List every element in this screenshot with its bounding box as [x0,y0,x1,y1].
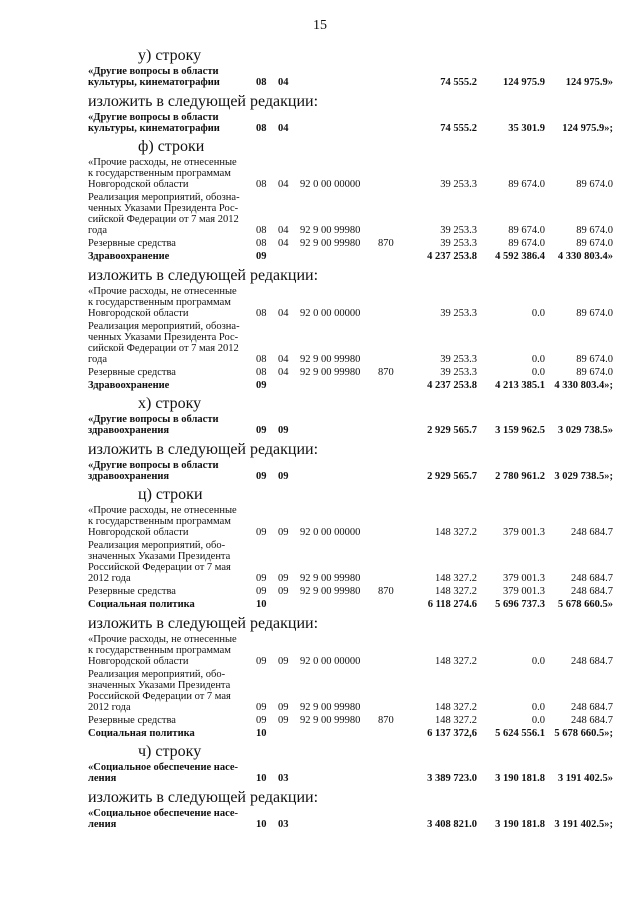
amount-year-3: 3 029 738.5»; [554,471,613,482]
amendment-block [88,46,613,89]
target-article-code: 92 9 00 99980 [300,715,361,726]
section-code: 09 [256,702,267,713]
amount-year-3: 89 674.0 [576,179,613,190]
amount-year-2: 0.0 [531,367,545,378]
amendment-instruction: изложить в следующей редакции: [88,615,319,632]
row-name: Реализация мероприятий, обо- значенных Указами Президента Российской Федерации от 7 мая 2012 года [88,669,231,713]
amount-year-3: 89 674.0 [576,367,613,378]
subsection-code: 09 [278,471,289,482]
amount-year-3: 89 674.0 [576,308,613,319]
row-name: Реализация мероприятий, обо- значенных Указами Президента Российской Федерации от 7 мая 2012 года [88,540,231,584]
amount-year-3: 5 678 660.5»; [554,728,613,739]
amendment-block [88,440,613,483]
section-heading: ц) строки [138,486,203,503]
row-name: Реализация мероприятий, обозна- ченных Указами Президента Рос- сийской Федерации от 7 мая 2012 года [88,192,240,236]
amount-year-3: 248 684.7 [571,715,613,726]
row-name: Социальная политика [88,728,195,739]
expense-type-code: 870 [378,238,394,249]
amount-year-2: 3 190 181.8 [495,773,545,784]
amendment-instruction: изложить в следующей редакции: [88,93,319,110]
section-heading: ф) строки [138,138,205,155]
target-article-code: 92 9 00 99980 [300,367,361,378]
amendment-block [88,742,613,785]
subsection-code: 04 [278,225,289,236]
amount-year-2: 89 674.0 [508,179,545,190]
amount-year-1: 74 555.2 [440,123,477,134]
budget-row [88,598,613,611]
amount-year-2: 4 213 385.1 [495,380,545,391]
target-article-code: 92 9 00 99980 [300,354,361,365]
budget-row [88,65,613,89]
amount-year-3: 248 684.7 [571,573,613,584]
amount-year-2: 4 592 386.4 [495,251,545,262]
section-code: 09 [256,586,267,597]
amendment-block [88,92,613,135]
amount-year-1: 39 253.3 [440,354,477,365]
section-code: 08 [256,77,267,88]
amount-year-2: 0.0 [531,715,545,726]
amount-year-1: 3 408 821.0 [427,819,477,830]
budget-row [88,250,613,263]
amount-year-1: 148 327.2 [435,715,477,726]
amount-year-2: 124 975.9 [503,77,545,88]
budget-row [88,807,613,831]
amount-year-3: 248 684.7 [571,527,613,538]
amount-year-1: 39 253.3 [440,238,477,249]
amount-year-1: 4 237 253.8 [427,380,477,391]
amount-year-1: 2 929 565.7 [427,425,477,436]
budget-row [88,539,613,585]
amendment-block [88,394,613,437]
subsection-code: 04 [278,238,289,249]
budget-row [88,668,613,714]
row-name: Резервные средства [88,238,176,249]
row-name: «Прочие расходы, не отнесенные к государственным программам Новгородской области [88,286,237,319]
row-name: «Прочие расходы, не отнесенные к государственным программам Новгородской области [88,157,237,190]
amendment-instruction: изложить в следующей редакции: [88,441,319,458]
subsection-code: 09 [278,527,289,538]
amount-year-1: 148 327.2 [435,702,477,713]
amount-year-2: 0.0 [531,656,545,667]
target-article-code: 92 0 00 00000 [300,308,361,319]
subsection-code: 04 [278,367,289,378]
amount-year-1: 39 253.3 [440,308,477,319]
amendment-block [88,485,613,611]
amount-year-2: 5 624 556.1 [495,728,545,739]
section-code: 10 [256,819,267,830]
row-name: Резервные средства [88,586,176,597]
expense-type-code: 870 [378,586,394,597]
row-name: Резервные средства [88,367,176,378]
target-article-code: 92 0 00 00000 [300,656,361,667]
target-article-code: 92 9 00 99980 [300,702,361,713]
amount-year-3: 124 975.9» [565,77,613,88]
amount-year-2: 3 159 962.5 [495,425,545,436]
amount-year-1: 148 327.2 [435,656,477,667]
row-name: Здравоохранение [88,380,170,391]
section-heading: у) строку [138,47,202,64]
subsection-code: 04 [278,308,289,319]
row-name: «Прочие расходы, не отнесенные к государственным программам Новгородской области [88,634,237,667]
amendment-block [88,614,613,740]
amendment-block [88,137,613,263]
row-name: «Другие вопросы в области здравоохранения [88,414,219,436]
budget-row [88,285,613,320]
section-code: 08 [256,238,267,249]
budget-row [88,379,613,392]
row-name: Здравоохранение [88,251,170,262]
budget-row [88,191,613,237]
amount-year-3: 248 684.7 [571,702,613,713]
amount-year-3: 4 330 803.4» [557,251,613,262]
amount-year-3: 89 674.0 [576,225,613,236]
amount-year-3: 89 674.0 [576,238,613,249]
subsection-code: 04 [278,77,289,88]
amount-year-2: 89 674.0 [508,225,545,236]
subsection-code: 09 [278,425,289,436]
target-article-code: 92 0 00 00000 [300,179,361,190]
amount-year-1: 39 253.3 [440,179,477,190]
budget-row [88,633,613,668]
row-name: «Прочие расходы, не отнесенные к государственным программам Новгородской области [88,505,237,538]
subsection-code: 04 [278,354,289,365]
section-code: 09 [256,573,267,584]
section-code: 08 [256,225,267,236]
subsection-code: 03 [278,819,289,830]
budget-row [88,714,613,727]
section-code: 08 [256,179,267,190]
amount-year-3: 3 029 738.5» [557,425,613,436]
subsection-code: 09 [278,656,289,667]
amount-year-1: 6 118 274.6 [427,599,477,610]
amount-year-1: 148 327.2 [435,573,477,584]
section-code: 09 [256,715,267,726]
amount-year-2: 0.0 [531,308,545,319]
amount-year-3: 124 975.9»; [562,123,613,134]
amount-year-2: 379 001.3 [503,586,545,597]
amount-year-1: 74 555.2 [440,77,477,88]
amount-year-2: 0.0 [531,354,545,365]
section-code: 08 [256,123,267,134]
amount-year-1: 6 137 372,6 [427,728,477,739]
expense-type-code: 870 [378,715,394,726]
budget-row [88,504,613,539]
row-name: «Другие вопросы в области культуры, кинематографии [88,66,220,88]
budget-row [88,237,613,250]
section-code: 10 [256,773,267,784]
row-name: Резервные средства [88,715,176,726]
amount-year-3: 4 330 803.4»; [554,380,613,391]
row-name: «Другие вопросы в области культуры, кинематографии [88,112,220,134]
section-code: 10 [256,599,267,610]
subsection-code: 09 [278,573,289,584]
amount-year-3: 3 191 402.5» [557,773,613,784]
amount-year-1: 148 327.2 [435,527,477,538]
amendment-block [88,788,613,831]
subsection-code: 04 [278,123,289,134]
amount-year-1: 39 253.3 [440,367,477,378]
row-name: «Социальное обеспечение насе- ления [88,808,239,830]
budget-row [88,320,613,366]
subsection-code: 03 [278,773,289,784]
row-name: Социальная политика [88,599,195,610]
amount-year-2: 0.0 [531,702,545,713]
amendment-instruction: изложить в следующей редакции: [88,267,319,284]
target-article-code: 92 0 00 00000 [300,527,361,538]
section-heading: ч) строку [138,743,202,760]
section-heading: х) строку [138,395,202,412]
subsection-code: 09 [278,715,289,726]
budget-row [88,585,613,598]
section-code: 09 [256,251,267,262]
amount-year-3: 89 674.0 [576,354,613,365]
section-code: 08 [256,308,267,319]
budget-row [88,366,613,379]
document-body [88,44,613,831]
page-number: 15 [313,18,327,33]
amount-year-1: 148 327.2 [435,586,477,597]
amount-year-3: 5 678 660.5» [557,599,613,610]
section-code: 09 [256,425,267,436]
target-article-code: 92 9 00 99980 [300,586,361,597]
amount-year-1: 39 253.3 [440,225,477,236]
amount-year-2: 35 301.9 [508,123,545,134]
amendment-block [88,266,613,392]
target-article-code: 92 9 00 99980 [300,225,361,236]
expense-type-code: 870 [378,367,394,378]
section-code: 08 [256,367,267,378]
budget-row [88,156,613,191]
amount-year-3: 3 191 402.5»; [554,819,613,830]
subsection-code: 04 [278,179,289,190]
budget-row [88,459,613,483]
section-code: 09 [256,656,267,667]
row-name: «Социальное обеспечение насе- ления [88,762,239,784]
amount-year-2: 5 696 737.3 [495,599,545,610]
amount-year-2: 3 190 181.8 [495,819,545,830]
amount-year-3: 248 684.7 [571,656,613,667]
target-article-code: 92 9 00 99980 [300,573,361,584]
budget-row [88,727,613,740]
budget-row [88,761,613,785]
budget-row [88,413,613,437]
row-name: Реализация мероприятий, обозна- ченных Указами Президента Рос- сийской Федерации от 7 мая 2012 года [88,321,240,365]
amount-year-1: 2 929 565.7 [427,471,477,482]
budget-row [88,111,613,135]
row-name: «Другие вопросы в области здравоохранения [88,460,219,482]
amount-year-2: 2 780 961.2 [495,471,545,482]
subsection-code: 09 [278,586,289,597]
amount-year-2: 379 001.3 [503,573,545,584]
section-code: 09 [256,527,267,538]
amount-year-1: 3 389 723.0 [427,773,477,784]
amount-year-2: 379 001.3 [503,527,545,538]
section-code: 09 [256,380,267,391]
section-code: 08 [256,354,267,365]
target-article-code: 92 9 00 99980 [300,238,361,249]
amount-year-1: 4 237 253.8 [427,251,477,262]
amount-year-3: 248 684.7 [571,586,613,597]
subsection-code: 09 [278,702,289,713]
amendment-instruction: изложить в следующей редакции: [88,789,319,806]
section-code: 10 [256,728,267,739]
section-code: 09 [256,471,267,482]
amount-year-2: 89 674.0 [508,238,545,249]
